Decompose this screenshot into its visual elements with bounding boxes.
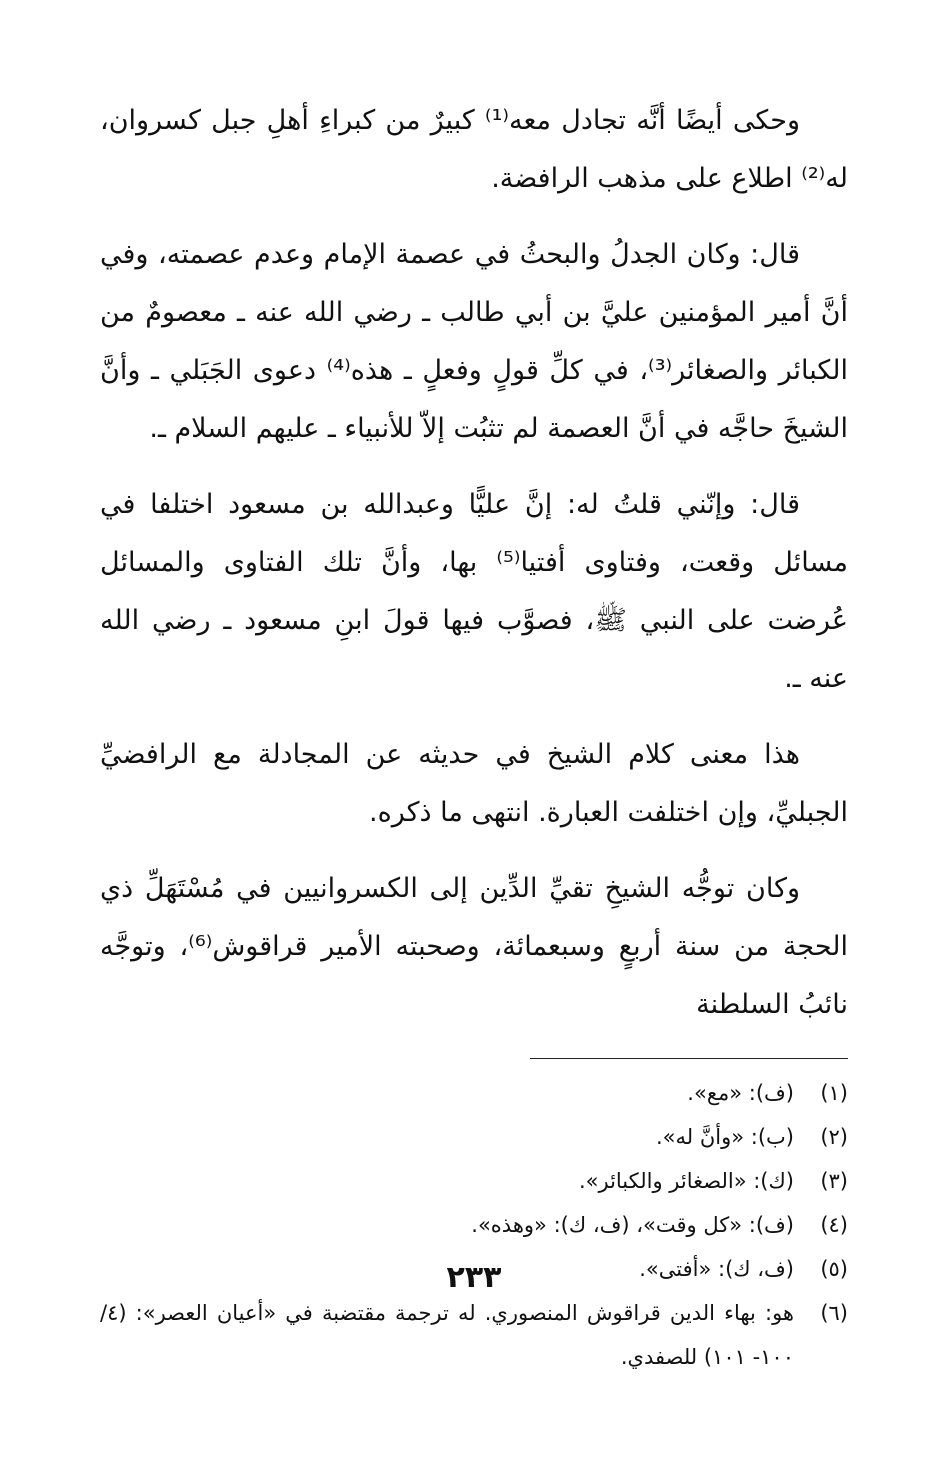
footnote-4 [100,1203,848,1247]
footnote-number: (٢) [820,1125,848,1149]
footnote-number: (٦) [820,1301,848,1325]
footnotes [100,1071,848,1379]
paragraph-1: وحكى أيضًا أنَّه تجادل معه⁽¹⁾ كبيرٌ من كبراءِ أهلِ جبل كسروان، له⁽²⁾ اطلاع على مذهب الرافضة. [100,105,848,194]
footnote-1 [100,1071,848,1115]
main-text [100,92,848,1034]
footnote-text: (ف): «كل وقت»، (ف، ك): «وهذه». [471,1213,794,1237]
footnote-6 [100,1291,848,1379]
footnote-2 [100,1115,848,1159]
footnote-number: (٤) [820,1213,848,1237]
footnote-number: (٣) [820,1169,848,1193]
footnote-number: (١) [820,1081,848,1105]
footnote-text: (ف): «مع». [687,1081,794,1105]
footnote-text: (ك): «الصغائر والكبائر». [578,1169,794,1193]
paragraph-4: هذا معنى كلام الشيخ في حديثه عن المجادلة مع الرافضيِّ الجبليِّ، وإن اختلفت العبارة. انتهى ما ذكره. [100,739,848,828]
footnote-divider [530,1058,848,1059]
footnote-number: (٥) [820,1257,848,1281]
paragraph-2: قال: وكان الجدلُ والبحثُ في عصمة الإمام وعدم عصمته، وفي أنَّ أمير المؤمنين عليَّ بن أبي طالب ـ رضي الله عنه ـ معصومٌ من الكبائر والصغائر⁽³⁾، في كلِّ قولٍ وفعلٍ ـ هذه⁽⁴⁾ دعوى الجَبَلي ـ وأنَّ الشيخَ حاجَّه في أنَّ العصمة لم تثبُت إلاّ للأنبياء ـ عليهم السلام ـ. [100,239,849,444]
footnote-3 [100,1159,848,1203]
paragraph-3: قال: وإنّني قلتُ له: إنَّ عليًّا وعبدالله بن مسعود اختلفا في مسائل وقعت، وفتاوى أفتيا⁽⁵⁾ بها، وأنَّ تلك الفتاوى والمسائل عُرضت على النبي ﷺ، فصوَّب فيها قولَ ابنِ مسعود ـ رضي الله عنه ـ. [100,489,848,694]
paragraph-5: وكان توجُّه الشيخِ تقيِّ الدِّين إلى الكسروانيين في مُسْتَهَلِّ ذي الحجة من سنة أربعٍ وسبعمائة، وصحبته الأمير قراقوش⁽⁶⁾، وتوجَّه نائبُ السلطنة [100,873,848,1020]
book-page [100,92,848,1392]
footnote-text: (ب): «وأنَّ له». [655,1125,794,1149]
footnote-text: (ف، ك): «أفتى». [639,1257,794,1281]
page-number: ٢٣٣ [446,1260,502,1295]
footnote-text: هو: بهاء الدين قراقوش المنصوري. له ترجمة مقتضبة في «أعيان العصر»: (٤/ ١٠٠- ١٠١) للصفدي. [100,1301,794,1369]
